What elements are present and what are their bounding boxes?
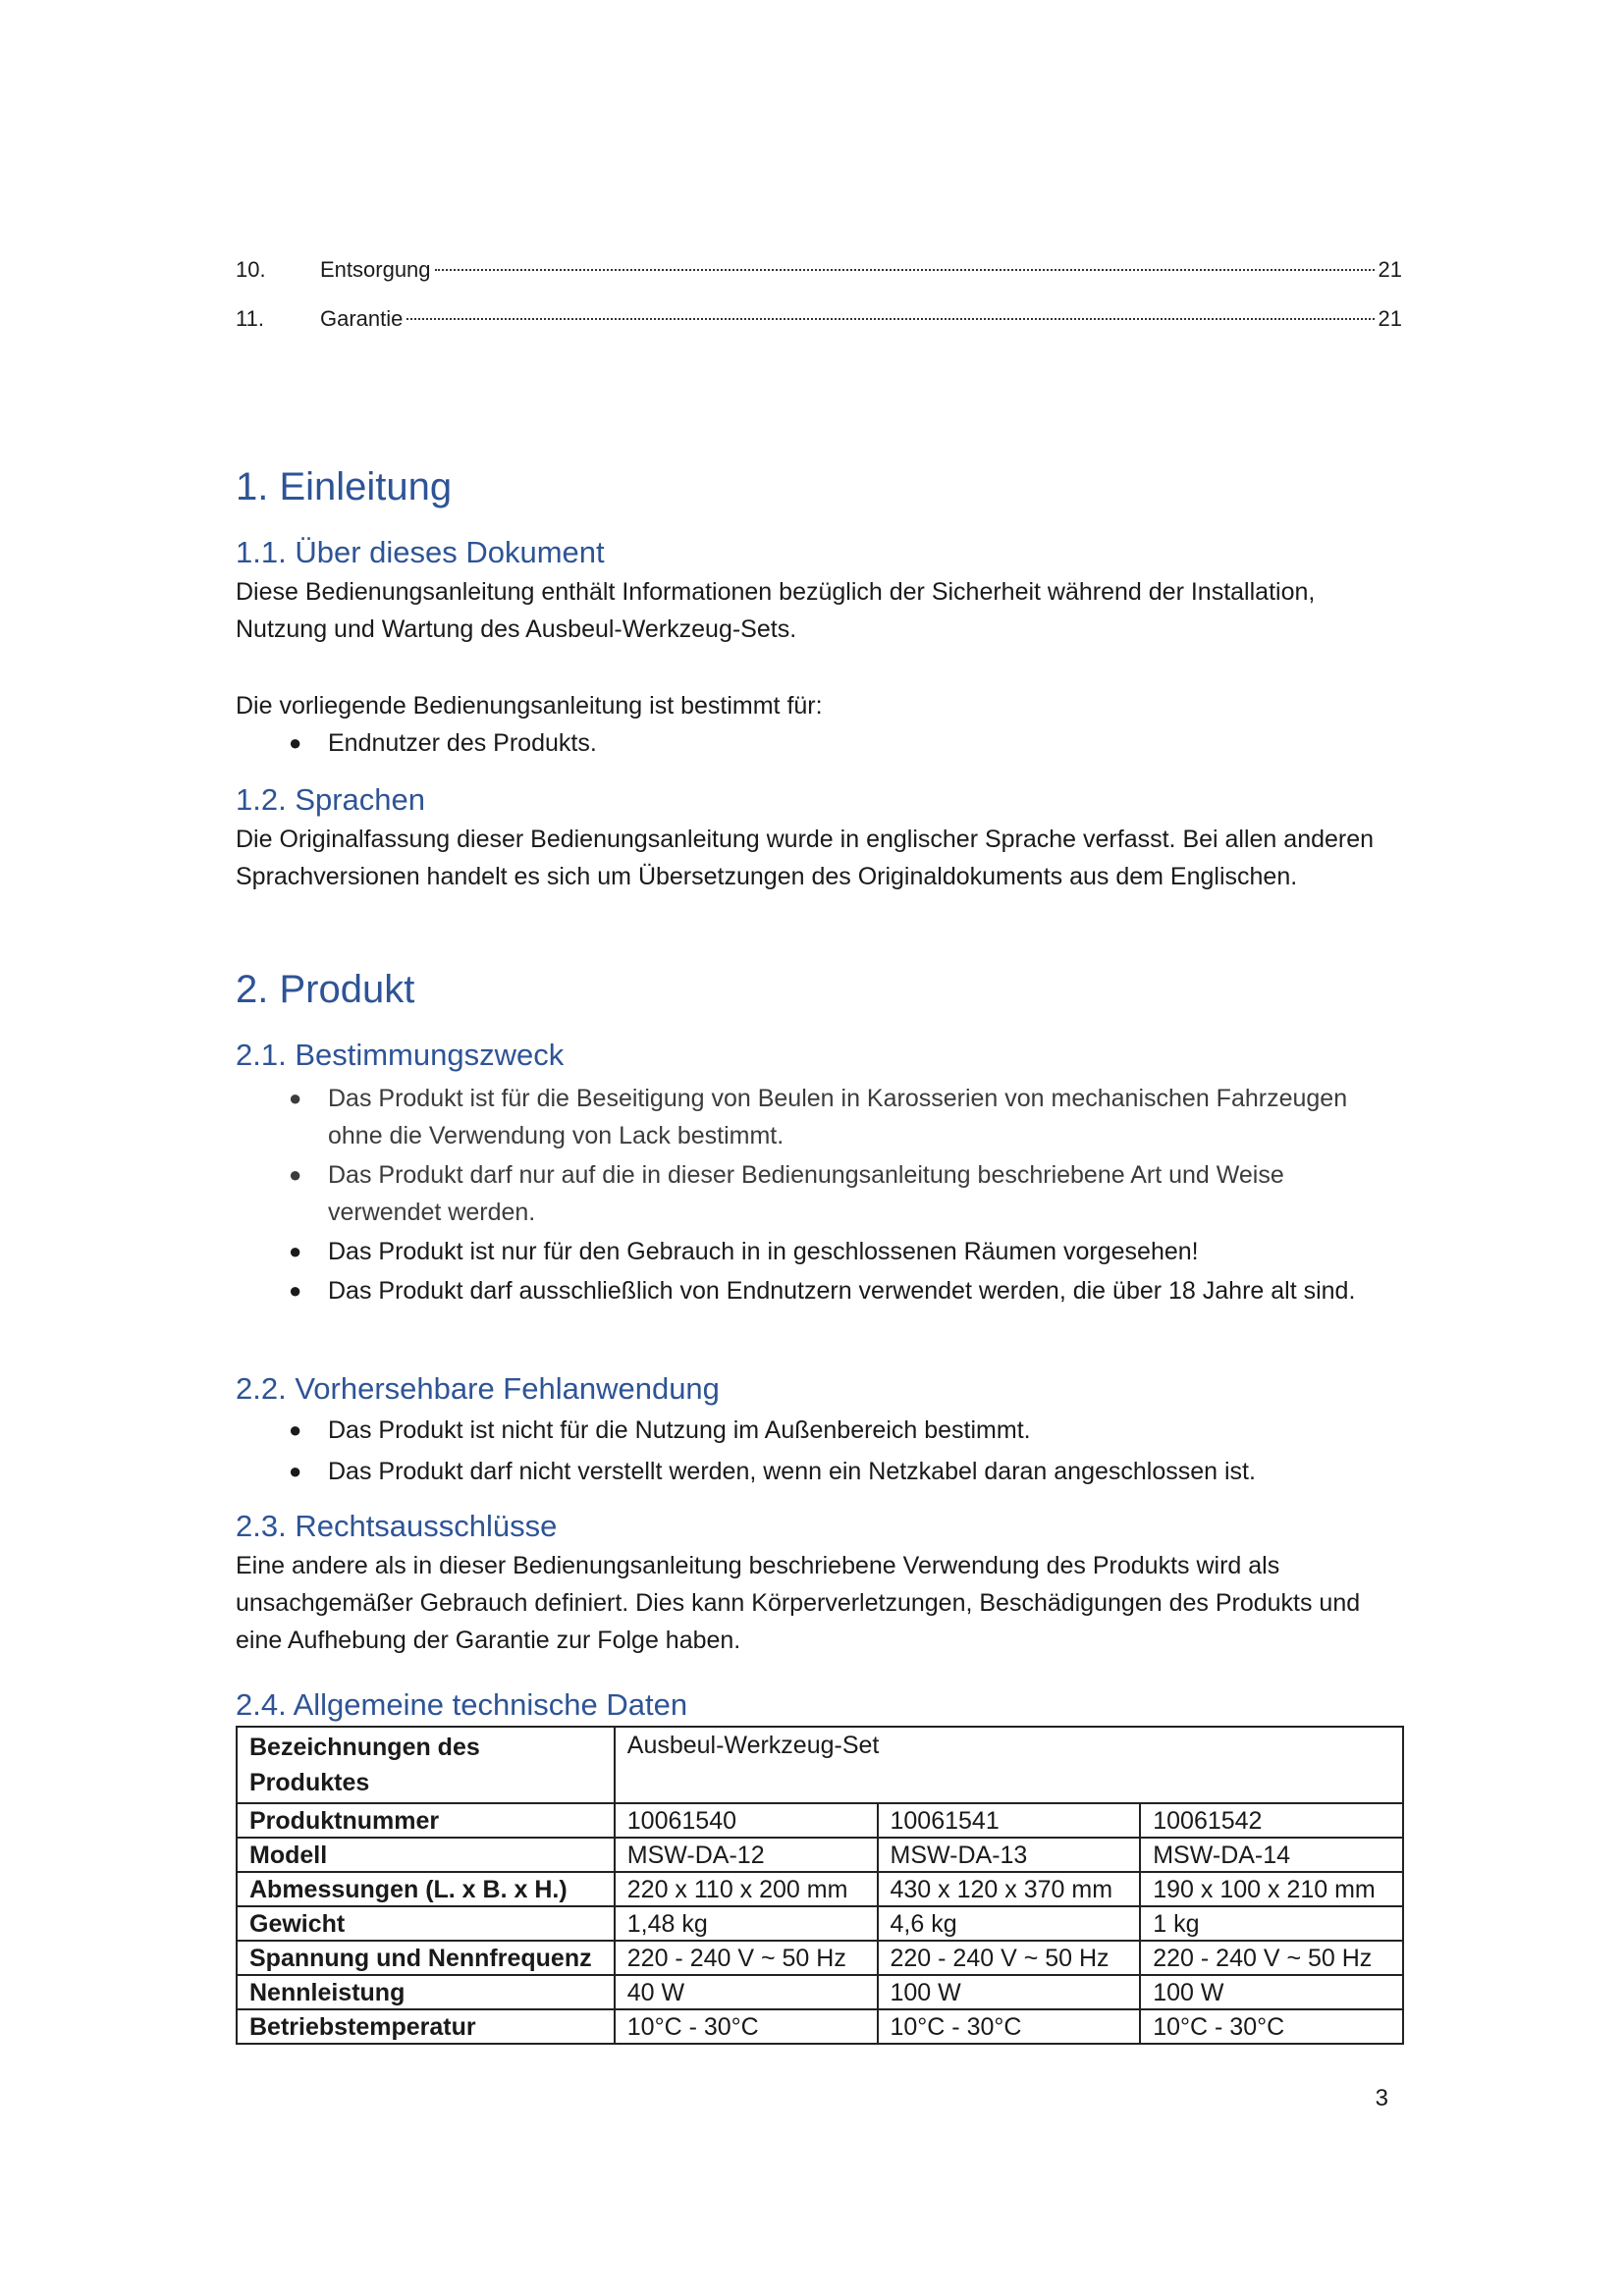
bullet-icon: ● (289, 730, 302, 755)
row-label: Abmessungen (L. x B. x H.) (237, 1872, 615, 1906)
paragraph-bestimmt-fuer: Die vorliegende Bedienungsanleitung ist bestimmt für: (236, 692, 823, 720)
page-number: 3 (1375, 2085, 1388, 2111)
toc-page: 21 (1378, 306, 1402, 331)
bullet-list-fehlanwendung (236, 1412, 1402, 1490)
bullet-list-bestimmungszweck (236, 1080, 1402, 1309)
row-label: Betriebstemperatur (237, 2009, 615, 2044)
toc-page: 21 (1378, 257, 1402, 282)
row-label: Spannung und Nennfrequenz (237, 1941, 615, 1975)
heading-rechtsausschluesse: 2.3. Rechtsausschlüsse (236, 1509, 558, 1543)
table-cell: 100 W (1140, 1975, 1403, 2009)
heading-produkt: 2. Produkt (236, 968, 415, 1011)
row-label: Produktnummer (237, 1803, 615, 1838)
bullet-icon: ● (289, 1459, 302, 1483)
table-cell: MSW-DA-12 (615, 1838, 878, 1872)
list-item: ● Das Produkt darf ausschließlich von Endnutzern verwendet werden, die über 18 Jahre alt sind. (236, 1272, 1402, 1309)
table-header-row (237, 1727, 1403, 1803)
toc-entry-garantie[interactable] (236, 302, 1402, 336)
table-cell: 10°C - 30°C (878, 2009, 1141, 2044)
bullet-icon: ● (289, 1417, 302, 1442)
bullet-icon: ● (289, 1278, 302, 1303)
table-cell: 1 kg (1140, 1906, 1403, 1941)
table-row (237, 1803, 1403, 1838)
table-cell: 220 - 240 V ~ 50 Hz (615, 1941, 878, 1975)
table-row (237, 1872, 1403, 1906)
table-header-label: Bezeichnungen des Produktes (237, 1727, 615, 1803)
heading-einleitung: 1. Einleitung (236, 465, 453, 508)
bullet-icon: ● (289, 1162, 302, 1187)
bullet-icon: ● (289, 1086, 302, 1110)
table-cell: 10°C - 30°C (1140, 2009, 1403, 2044)
list-item: ● Endnutzer des Produkts. (236, 724, 1402, 762)
table-cell: 10°C - 30°C (615, 2009, 878, 2044)
table-header-value: Ausbeul-Werkzeug-Set (615, 1727, 1403, 1803)
row-label: Nennleistung (237, 1975, 615, 2009)
table-row (237, 1906, 1403, 1941)
table-cell: MSW-DA-13 (878, 1838, 1141, 1872)
table-row (237, 1838, 1403, 1872)
table-cell: 10061541 (878, 1803, 1141, 1838)
table-row (237, 2009, 1403, 2044)
heading-fehlanwendung: 2.2. Vorhersehbare Fehlanwendung (236, 1371, 720, 1406)
toc-entry-entsorgung[interactable] (236, 253, 1402, 287)
heading-sprachen: 1.2. Sprachen (236, 782, 426, 817)
toc-number: 10. (236, 257, 266, 282)
heading-technische-daten: 2.4. Allgemeine technische Daten (236, 1687, 688, 1722)
toc-number: 11. (236, 306, 264, 331)
heading-bestimmungszweck: 2.1. Bestimmungszweck (236, 1038, 565, 1072)
paragraph-rechtsausschluesse: Eine andere als in dieser Bedienungsanleitung beschriebene Verwendung des Produkts wird als unsachgemäßer Gebrauch definiert. Dies kann Körperverletzungen, Beschädigungen des Produkts und eine Aufhebung der Garantie zur Folge haben. (236, 1552, 1361, 1654)
toc-leader-dots (406, 318, 1374, 320)
table-cell: 190 x 100 x 210 mm (1140, 1872, 1403, 1906)
table-cell: 220 x 110 x 200 mm (615, 1872, 878, 1906)
table-cell: 4,6 kg (878, 1906, 1141, 1941)
table-cell: 10061542 (1140, 1803, 1403, 1838)
list-item: ● Das Produkt darf nicht verstellt werden, wenn ein Netzkabel daran angeschlossen ist. (236, 1453, 1402, 1490)
table-cell: 220 - 240 V ~ 50 Hz (1140, 1941, 1403, 1975)
table-cell: 100 W (878, 1975, 1141, 2009)
toc-title: Entsorgung (320, 257, 431, 282)
toc-title: Garantie (320, 306, 404, 331)
table-cell: 430 x 120 x 370 mm (878, 1872, 1141, 1906)
bullet-icon: ● (289, 1239, 302, 1263)
list-item: ● Das Produkt ist für die Beseitigung von Beulen in Karosserien von mechanischen Fahrzeugen ohne die Verwendung von Lack bestimmt. (236, 1080, 1402, 1154)
table-cell: 220 - 240 V ~ 50 Hz (878, 1941, 1141, 1975)
list-item: ● Das Produkt ist nicht für die Nutzung im Außenbereich bestimmt. (236, 1412, 1402, 1449)
toc-leader-dots (435, 269, 1375, 271)
table-cell: 1,48 kg (615, 1906, 878, 1941)
bullet-list-zielgruppe (236, 724, 1402, 762)
table-row (237, 1941, 1403, 1975)
table-row (237, 1975, 1403, 2009)
technical-data-table (236, 1726, 1404, 2045)
paragraph-dokument-intro: Diese Bedienungsanleitung enthält Informationen bezüglich der Sicherheit während der Installation, Nutzung und Wartung des Ausbeul-Werkzeug-Sets. (236, 578, 1316, 643)
list-item: ● Das Produkt ist nur für den Gebrauch in in geschlossenen Räumen vorgesehen! (236, 1233, 1402, 1270)
heading-ueber-dieses-dokument: 1.1. Über dieses Dokument (236, 535, 605, 569)
list-item: ● Das Produkt darf nur auf die in dieser Bedienungsanleitung beschriebene Art und Weise verwendet werden. (236, 1156, 1402, 1231)
paragraph-sprachen: Die Originalfassung dieser Bedienungsanleitung wurde in englischer Sprache verfasst. Bei allen anderen Sprachversionen handelt es sich um Übersetzungen des Originaldokuments aus dem Englischen. (236, 826, 1375, 890)
table-cell: 40 W (615, 1975, 878, 2009)
row-label: Gewicht (237, 1906, 615, 1941)
row-label: Modell (237, 1838, 615, 1872)
table-cell: MSW-DA-14 (1140, 1838, 1403, 1872)
table-cell: 10061540 (615, 1803, 878, 1838)
